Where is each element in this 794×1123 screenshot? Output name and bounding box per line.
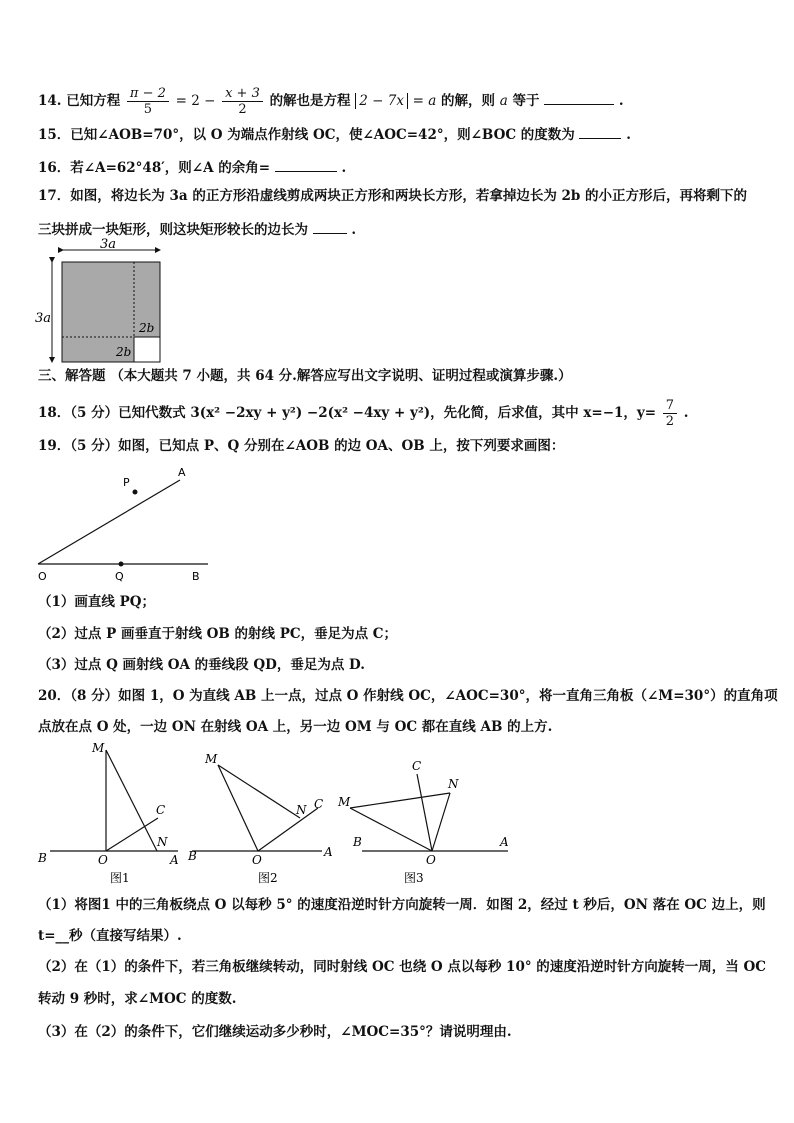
question-20-part-1-line-2: t=__秒（直接写结果）. [38,928,182,944]
absolute-value: 2 − 7x [355,93,408,109]
question-20-part-2-line-1: （2）在（1）的条件下，若三角板继续转动，同时射线 OC 也绕 O 点以每秒 10° 的速度沿逆时针方向旋转一周，当 OC [38,959,766,975]
svg-text:B: B [188,849,197,863]
ray-oa [38,480,180,564]
svg-text:M: M [92,741,105,755]
label-top: 3a [100,238,117,252]
svg-text:O: O [426,853,436,867]
label-o: O [38,570,47,583]
svg-text:B: B [38,851,47,865]
svg-text:N: N [296,803,307,817]
figure-2 [187,752,333,885]
svg-text:O: O [252,853,262,867]
question-19: 19．（5 分）如图，已知点 P、Q 分别在∠AOB 的边 OA、OB 上，按下列要求画图： [38,438,565,454]
point-q [119,562,124,567]
answer-blank[interactable] [275,157,337,172]
svg-text:图2: 图2 [258,871,278,885]
question-19-part-1: （1）画直线 PQ； [38,594,156,610]
section-3-heading: 三、解答题 （本大题共 7 小题，共 64 分.解答应写出文字说明、证明过程或演算步骤.） [38,368,572,384]
question-20-part-2-line-2: 转动 9 秒时，求∠MOC 的度数. [38,991,237,1007]
question-14: 14. 已知方程 $\frac{\pi - 2}{5}$ = 2 − $\frac{x + 3}{2}$ 的解也是方程 2 − 7x = a 的解，则 a 等于 . [38,86,624,117]
question-17-line-1: 17．如图，将边长为 3a 的正方形沿虚线剪成两块正方形和两块长方形，若拿掉边长为 2b 的小正方形后，再将剩下的 [38,188,748,204]
figure-3 [337,759,509,885]
label-inner-right: 2b [139,321,155,335]
triangle-figures [30,738,520,886]
fraction-7-2: $\frac{7}{2}$ [663,398,677,429]
question-19-part-2: （2）过点 P 画垂直于射线 OB 的射线 PC，垂足为点 C； [38,626,398,642]
removed-small-square [134,337,160,362]
svg-text:C: C [314,797,324,811]
svg-text:A: A [170,853,179,867]
question-15: 15．已知∠AOB=70°，以 O 为端点作射线 OC，使∠AOC=42°，则∠BOC 的度数为 . [38,124,631,144]
label-p: P [123,476,130,489]
point-p [133,490,138,495]
answer-blank[interactable] [313,219,347,234]
angle-aob-figure [30,462,230,587]
label-q: Q [115,570,124,583]
svg-text:B: B [353,835,362,849]
svg-text:C: C [156,803,166,817]
question-17-line-2: 三块拼成一块矩形，则这块矩形较长的边长为 . [38,219,356,239]
question-20-line-2: 点放在点 O 处，一边 ON 在射线 OA 上，另一边 OM 与 OC 都在直线 AB 的上方. [38,719,553,735]
question-18: 18．（5 分）已知代数式 3(x² −2xy + y²) −2(x² −4xy + y²)，先化简，后求值，其中 x=−1，y= $\frac{7}{2}$ . [38,398,689,429]
label-b: B [192,570,200,583]
label-a: A [178,466,186,479]
question-20-part-3: （3）在（2）的条件下，它们继续运动多少秒时，∠MOC=35°？请说明理由. [38,1024,512,1040]
svg-text:M: M [338,795,351,809]
question-19-part-3: （3）过点 Q 画射线 OA 的垂线段 QD，垂足为点 D. [38,657,365,673]
answer-blank[interactable] [544,90,614,105]
svg-text:N: N [448,777,459,791]
square-figure [30,238,180,368]
question-20-line-1: 20．（8 分）如图 1，O 为直线 AB 上一点，过点 O 作射线 OC，∠AOC=30°，将一直角三角板（∠M=30°）的直角项 [38,688,778,704]
svg-text:N: N [157,835,168,849]
fraction-1: $\frac{\pi - 2}{5}$ [127,86,169,117]
svg-text:图3: 图3 [404,871,424,885]
answer-blank[interactable] [579,124,621,139]
fraction-2: $\frac{x + 3}{2}$ [222,86,263,117]
svg-text:A: A [324,845,333,859]
svg-text:M: M [205,752,218,766]
svg-text:O: O [98,853,108,867]
figure-1 [37,741,179,885]
question-20-part-1-line-1: （1）将图1 中的三角板绕点 O 以每秒 5° 的速度沿逆时针方向旋转一周．如图 2，经过 t 秒后，ON 落在 OC 边上，则 [38,897,766,913]
label-inner-bottom: 2b [116,345,132,359]
svg-text:C: C [412,759,422,773]
label-left: 3a [35,311,52,326]
svg-text:A: A [500,835,509,849]
svg-text:图1: 图1 [110,871,130,885]
question-16: 16．若∠A=62°48′，则∠A 的余角= . [38,157,346,177]
